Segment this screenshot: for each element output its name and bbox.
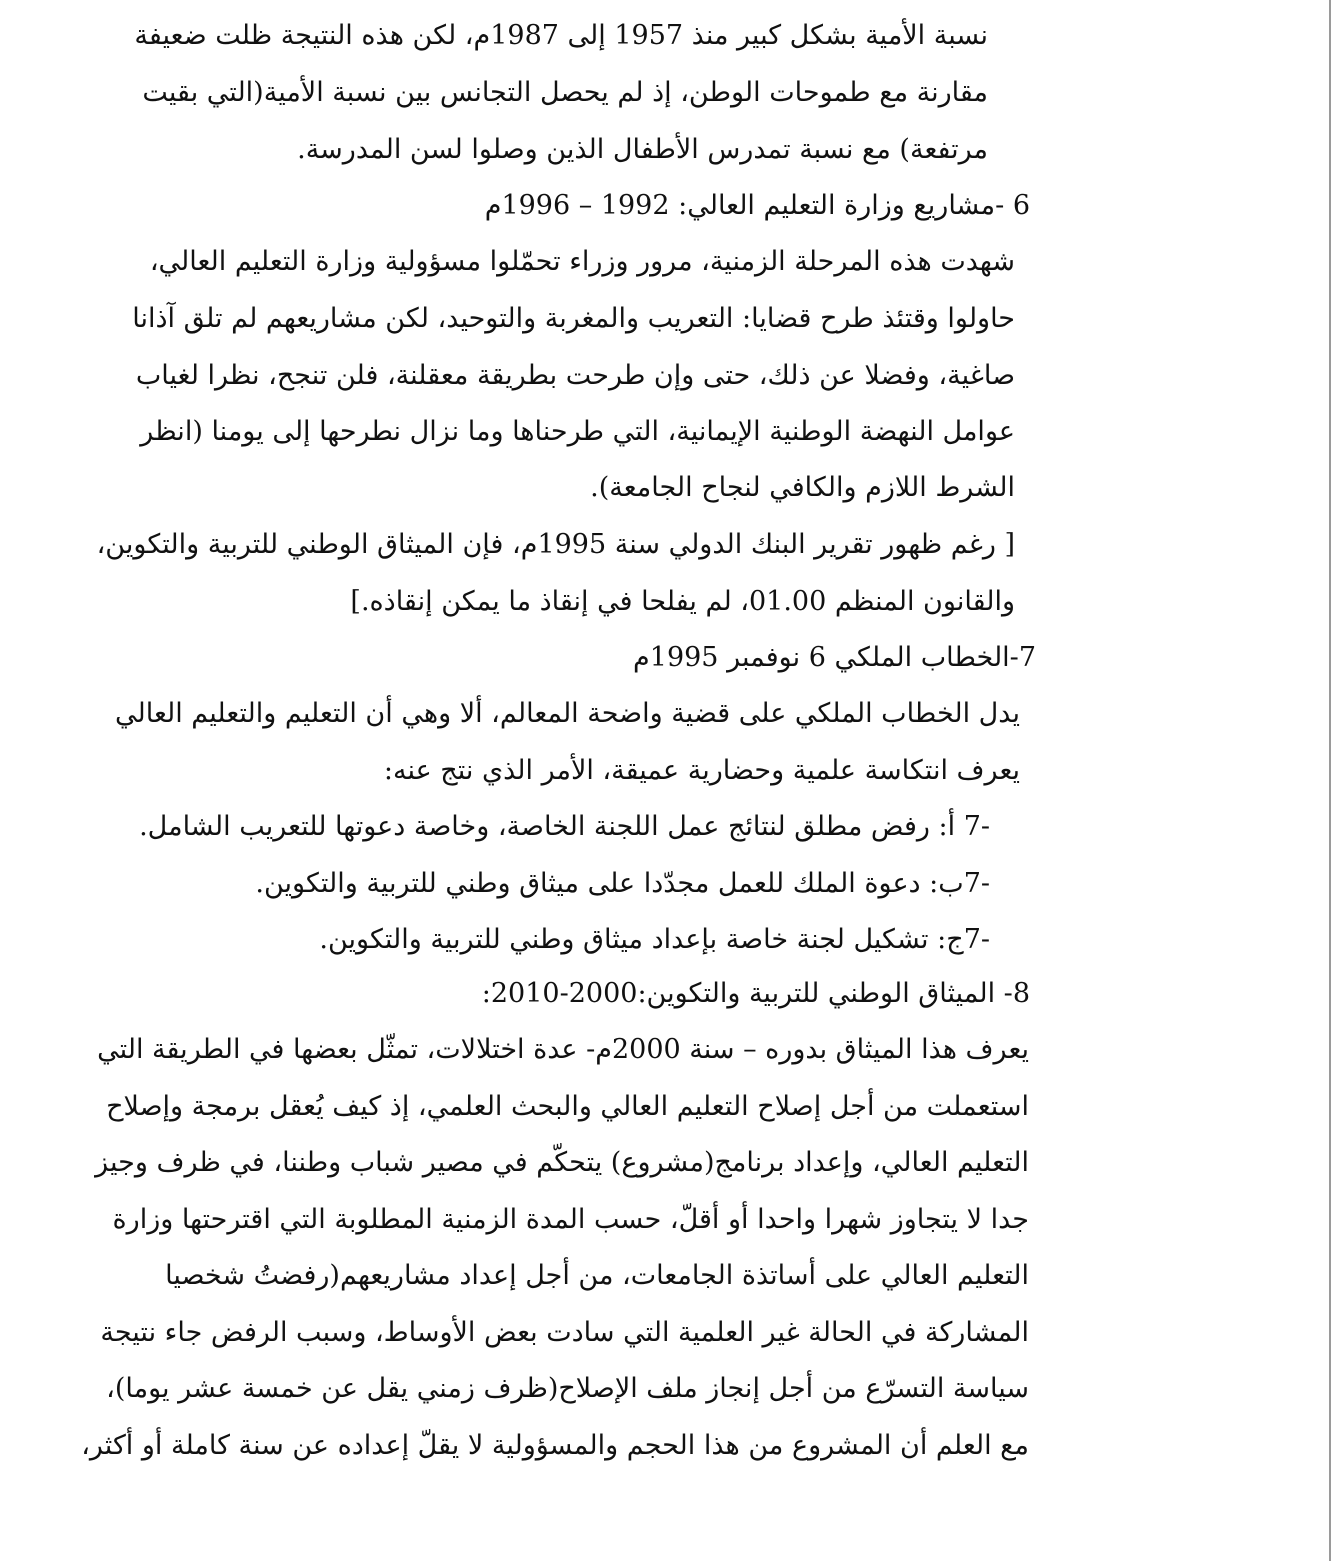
text-line: والقانون المنظم 01.00، لم يفلحا في إنقاذ ما يمكن إنقاذه.] (350, 586, 1015, 617)
text-line: التعليم العالي على أساتذة الجامعات، من أجل إعداد مشاريعهم(رفضتُ شخصيا (165, 1260, 1029, 1291)
text-line: مرتفعة) مع نسبة تمدرس الأطفال الذين وصلوا لسن المدرسة. (297, 134, 988, 165)
page-edge-divider (1329, 0, 1331, 1561)
list-item: -7 أ: رفض مطلق لنتائج عمل اللجنة الخاصة، وخاصة دعوتها للتعريب الشامل. (139, 811, 990, 842)
text-line: شهدت هذه المرحلة الزمنية، مرور وزراء تحمّلوا مسؤولية وزارة التعليم العالي، (149, 246, 1015, 277)
section-heading: 7-الخطاب الملكي 6 نوفمبر 1995م (633, 642, 1036, 673)
section-heading: 6 -مشاريع وزارة التعليم العالي: 1992 – 1996م (484, 190, 1030, 221)
text-line: المشاركة في الحالة غير العلمية التي سادت بعض الأوساط، وسبب الرفض جاء نتيجة (100, 1317, 1029, 1348)
text-line: الشرط اللازم والكافي لنجاح الجامعة). (590, 472, 1015, 503)
text-line: عوامل النهضة الوطنية الإيمانية، التي طرحناها وما نزال نطرحها إلى يومنا (انظر (140, 416, 1015, 447)
text-line: سياسة التسرّع من أجل إنجاز ملف الإصلاح(ظرف زمني يقل عن خمسة عشر يوما)، (106, 1373, 1029, 1404)
list-item: -7ب: دعوة الملك للعمل مجدّدا على ميثاق وطني للتربية والتكوين. (255, 868, 990, 899)
text-line: مع العلم أن المشروع من هذا الحجم والمسؤولية لا يقلّ إعداده عن سنة كاملة أو أكثر، (81, 1430, 1029, 1461)
text-line: جدا لا يتجاوز شهرا واحدا أو أقلّ، حسب المدة الزمنية المطلوبة التي اقترحتها وزارة (112, 1204, 1029, 1235)
text-line: استعملت من أجل إصلاح التعليم العالي والبحث العلمي، إذ كيف يُعقل برمجة وإصلاح (106, 1091, 1029, 1122)
text-line: [ رغم ظهور تقرير البنك الدولي سنة 1995م، فإن الميثاق الوطني للتربية والتكوين، (96, 529, 1015, 560)
text-line: حاولوا وقتئذ طرح قضايا: التعريب والمغربة والتوحيد، لكن مشاريعهم لم تلق آذانا (132, 303, 1015, 334)
text-line: مقارنة مع طموحات الوطن، إذ لم يحصل التجانس بين نسبة الأمية(التي بقيت (142, 77, 988, 108)
section-heading: 8- الميثاق الوطني للتربية والتكوين:2000-2010: (481, 978, 1030, 1009)
list-item: -7ج: تشكيل لجنة خاصة بإعداد ميثاق وطني للتربية والتكوين. (319, 924, 990, 955)
text-line: صاغية، وفضلا عن ذلك، حتى وإن طرحت بطريقة معقلنة، فلن تنجح، نظرا لغياب (135, 360, 1015, 391)
text-line: يعرف هذا الميثاق بدوره – سنة 2000م- عدة اختلالات، تمثّل بعضها في الطريقة التي (97, 1034, 1029, 1065)
text-line: يدل الخطاب الملكي على قضية واضحة المعالم، ألا وهي أن التعليم والتعليم العالي (115, 698, 1020, 729)
text-line: نسبة الأمية بشكل كبير منذ 1957 إلى 1987م، لكن هذه النتيجة ظلت ضعيفة (134, 20, 988, 51)
text-line: التعليم العالي، وإعداد برنامج(مشروع) يتحكّم في مصير شباب وطننا، في ظرف وجيز (95, 1147, 1029, 1178)
text-line: يعرف انتكاسة علمية وحضارية عميقة، الأمر الذي نتج عنه: (383, 755, 1020, 786)
